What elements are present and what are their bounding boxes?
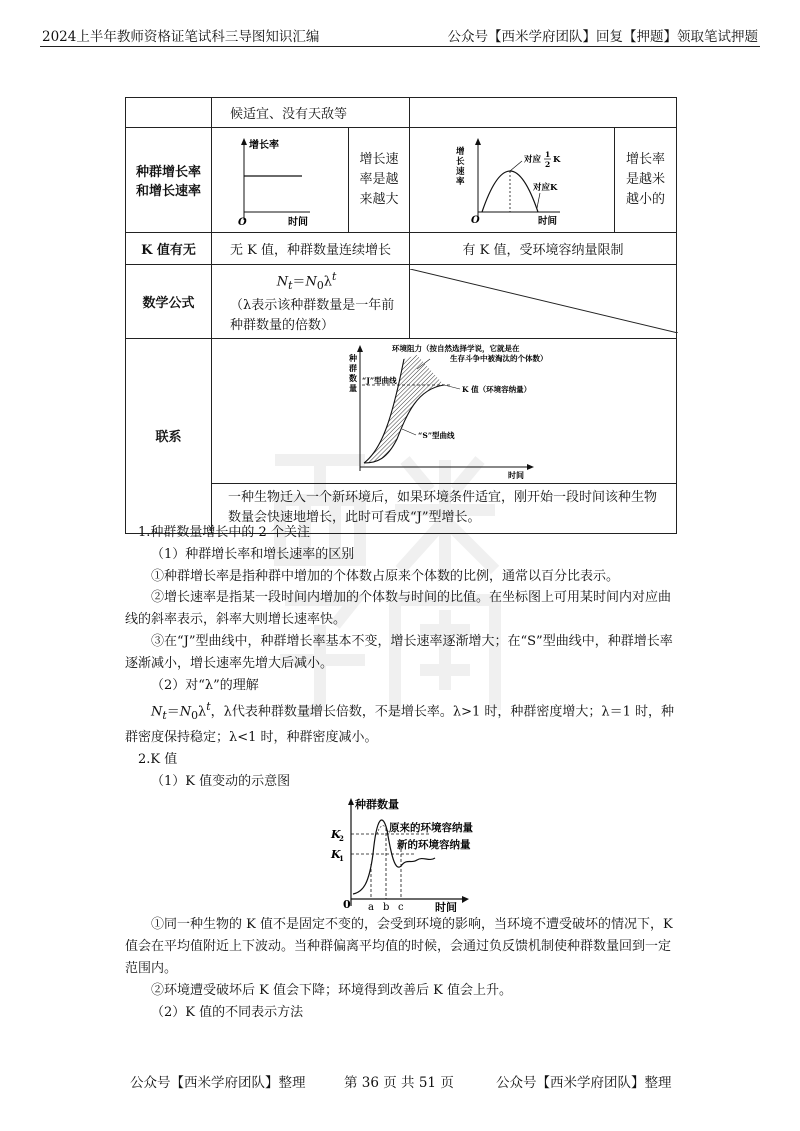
k-value-label-graph: K 值（环境容纳量） <box>462 384 532 394</box>
s-graph-peak-label: 对应 <box>524 155 542 165</box>
header-promo: 公众号【西米学府团队】回复【押题】领取笔试押题 <box>447 29 758 45</box>
subsection-heading: （1）种群增长率和增长速率的区别 <box>151 546 355 562</box>
lambda-explanation: ，λ代表种群数量增长倍数，不是增长率。λ>1 时，种群密度增大；λ＝1 时，种群密度保持稳定；λ<1 时，种群密度减小。 <box>125 704 675 746</box>
s-graph-end-label: 对应K <box>533 183 558 193</box>
body-content <box>125 522 677 1023</box>
j-graph-origin: O <box>238 217 247 228</box>
j-growth-rate-graph <box>212 128 349 228</box>
s-graph-ylabel-char: 速 <box>456 167 465 177</box>
relation-ylabel-char: 数 <box>349 372 357 383</box>
relation-ylabel-char: 量 <box>349 382 357 393</box>
section-heading: 2.K 值 <box>138 751 178 767</box>
k2-subscript: 2 <box>339 834 344 844</box>
s-growth-rate-graph <box>410 128 615 228</box>
s-graph-peak-fraction-num: 1 <box>545 150 551 159</box>
formula <box>230 267 403 296</box>
k-graph-ylabel: 种群数量 <box>355 798 399 812</box>
j-s-curve-graph <box>212 339 677 479</box>
table-row <box>126 98 677 128</box>
original-capacity-label: 原来的环境容纳量 <box>389 822 473 835</box>
desc-line: 率是越 <box>359 172 399 187</box>
formula-cell <box>212 265 410 339</box>
label-line: 种群增长率 <box>135 165 201 180</box>
j-curve-label: “J”型曲线 <box>362 375 397 385</box>
s-graph-ylabel-char: 增 <box>456 147 465 157</box>
s-graph-peak-k: K <box>553 155 561 165</box>
table-row <box>126 265 677 339</box>
k-graph-c: c <box>398 902 404 913</box>
environmental-resistance-label: 环境阻力（按自然选择学说，它就是在 <box>392 343 520 353</box>
k2-label: K <box>331 828 341 842</box>
k-value-label: K 值有无 <box>126 233 212 265</box>
k-graph-b: b <box>383 902 390 913</box>
section-heading: 1.种群数量增长中的 2 个关注 <box>138 525 310 540</box>
footer-right: 公众号【西米学府团队】整理 <box>496 1075 672 1091</box>
desc-line: 增长率 <box>626 152 666 167</box>
lambda-paragraph <box>125 696 677 749</box>
k-graph-a: a <box>368 902 374 913</box>
j-conditions-cell: 候适宜、没有天敌等 <box>212 98 410 128</box>
s-growth-graph-cell <box>410 128 615 233</box>
relation-ylabel-char: 群 <box>349 362 357 373</box>
formula-symbol: λ <box>198 704 207 720</box>
j-k-value: 无 K 值，种群数量连续增长 <box>212 233 410 265</box>
formula-symbol: N <box>276 274 289 290</box>
formula-symbol: t <box>288 278 293 292</box>
s-graph-origin: O <box>471 215 480 226</box>
formula-empty-cell <box>410 265 677 339</box>
formula-symbol: 0 <box>191 709 199 723</box>
subsection-heading: （1）K 值变动的示意图 <box>151 773 291 789</box>
table-row <box>126 128 677 233</box>
s-conditions-cell <box>410 98 677 128</box>
subsection-heading: （2）对“λ”的理解 <box>151 677 259 693</box>
formula-symbol: t <box>206 700 211 714</box>
table-row <box>126 338 677 483</box>
paragraph: ①种群增长率是指种群中增加的个体数占原来个体数的比例，通常以百分比表示。 <box>151 568 620 584</box>
j-growth-desc <box>349 128 410 233</box>
k1-subscript: 1 <box>339 854 344 864</box>
relation-note: 一种生物迁入一个新环境后，如果环境条件适宜，刚开始一段时间该种生物数量会快速地增长，此时可看成“J”型增长。 <box>212 483 677 533</box>
table-row <box>126 233 677 265</box>
footer-left: 公众号【西米学府团队】整理 <box>130 1075 306 1091</box>
desc-line: 越小的 <box>626 192 666 207</box>
formula-symbol: N <box>179 704 192 720</box>
desc-line: 增长速 <box>359 152 399 167</box>
j-graph-ylabel: 增长率 <box>249 140 279 151</box>
k-graph-xlabel: 时间 <box>435 901 457 913</box>
s-graph-peak-fraction-den: 2 <box>545 160 551 169</box>
relation-xlabel: 时间 <box>508 469 524 479</box>
desc-line: 来越大 <box>359 192 399 207</box>
desc-line: 是越米 <box>626 172 666 187</box>
formula-label: 数学公式 <box>126 265 212 339</box>
environmental-resistance-label-2: 生存斗争中被淘汰的个体数） <box>450 353 548 363</box>
j-graph-xlabel: 时间 <box>288 217 308 228</box>
s-curve-label: “S”型曲线 <box>418 430 455 440</box>
paragraph: ②环境遭受破坏后 K 值会下降；环境得到改善后 K 值会上升。 <box>151 982 512 998</box>
paragraph: ③在“J”型曲线中，种群增长率基本不变，增长速率逐渐增大；在“S”型曲线中，种群增长率逐渐减小，增长速率先增大后减小。 <box>125 633 673 671</box>
k-graph-origin: 0 <box>343 898 351 912</box>
label-line: 和增长速率 <box>135 184 201 199</box>
formula-symbol: 0 <box>316 278 324 292</box>
formula-symbol: t <box>331 270 337 283</box>
table-cell-empty <box>126 98 212 128</box>
formula-symbol: t <box>162 709 167 723</box>
page-header <box>40 22 760 47</box>
diagonal-slash <box>410 269 678 333</box>
k-value-change-graph <box>325 794 485 912</box>
s-growth-desc <box>615 128 677 233</box>
formula-symbol: λ <box>323 274 332 290</box>
growth-rate-label <box>126 128 212 233</box>
relation-ylabel-char: 种 <box>349 352 357 363</box>
formula-explain: （λ表示该种群数量是一年前种群数量的倍数） <box>230 297 395 333</box>
s-graph-ylabel-char: 率 <box>456 177 465 187</box>
new-capacity-label: 新的环境容纳量 <box>397 839 471 852</box>
s-graph-xlabel: 时间 <box>538 216 558 227</box>
formula-symbol: ＝ <box>166 704 180 720</box>
subsection-heading: （2）K 值的不同表示方法 <box>151 1004 304 1020</box>
formula-symbol: N <box>151 704 163 720</box>
s-graph-ylabel-char: 长 <box>456 157 465 167</box>
k1-label: K <box>331 848 341 862</box>
relation-graph-cell <box>212 338 677 483</box>
relation-label: 联系 <box>126 338 212 533</box>
j-growth-graph-cell <box>212 128 349 233</box>
formula-symbol: N <box>305 274 317 290</box>
page-number: 第 36 页 共 51 页 <box>344 1075 454 1091</box>
s-k-value: 有 K 值，受环境容纳量限制 <box>410 233 677 265</box>
population-growth-table <box>125 97 677 534</box>
paragraph: ①同一种生物的 K 值不是固定不变的，会受到环境的影响，当环境不遭受破坏的情况下，K 值会在平均值附近上下波动。当种群偏离平均值的时候，会通过负反馈机制使种群数量回到一定范围内。 <box>125 917 673 977</box>
header-title: 2024上半年教师资格证笔试科三导图知识汇编 <box>42 29 320 45</box>
paragraph: ②增长速率是指某一段时间内增加的个体数与时间的比值。在坐标图上可用某时间内对应曲线的斜率表示，斜率大则增长速率快。 <box>125 590 672 628</box>
formula-symbol: ＝ <box>292 274 306 290</box>
